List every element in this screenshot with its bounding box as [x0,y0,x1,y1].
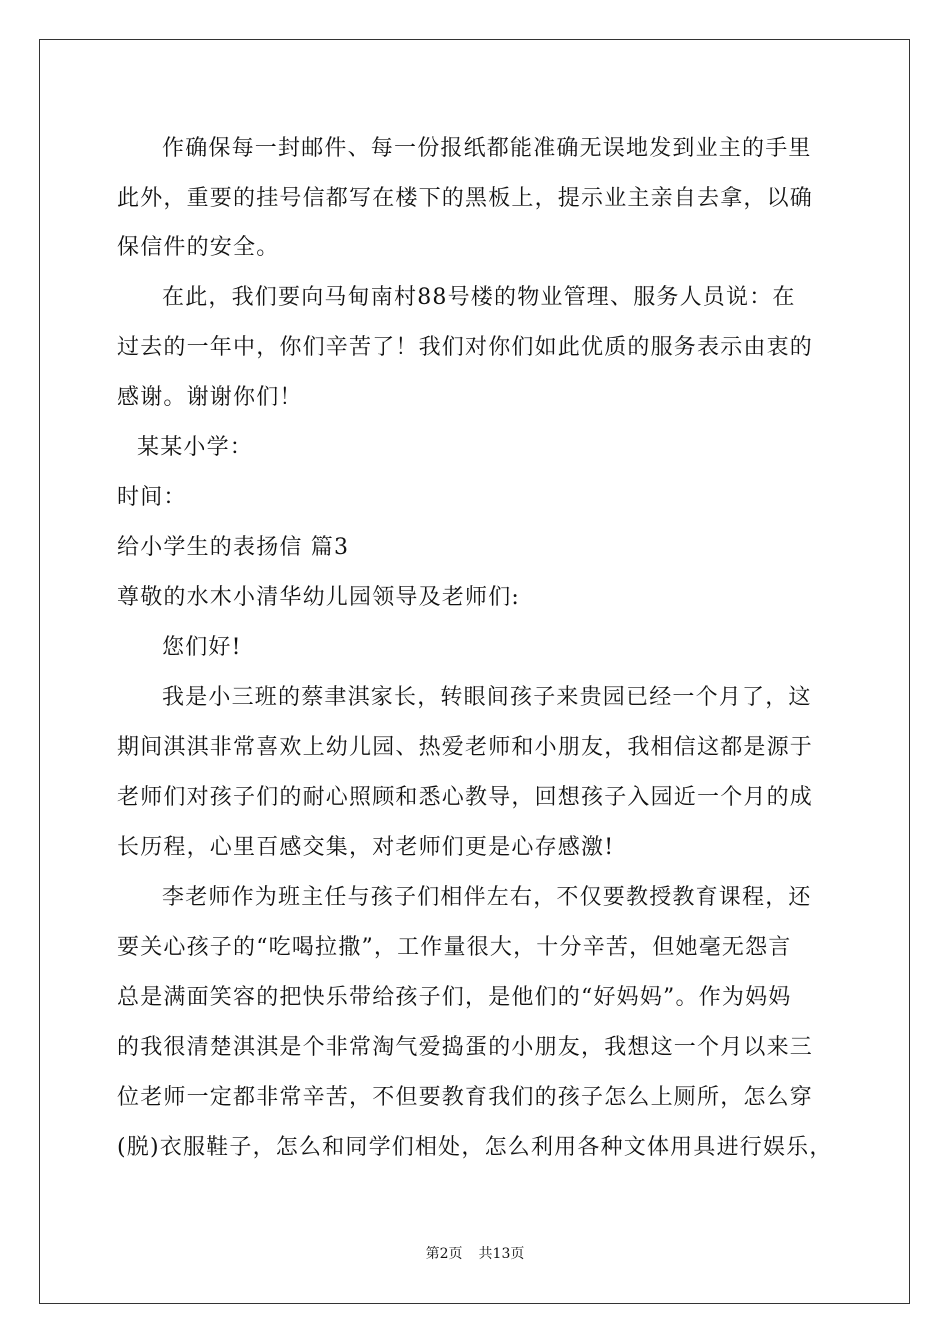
page-border [39,39,910,1304]
text-line: 此外，重要的挂号信都写在楼下的黑板上，提示业主亲自去拿，以确 [117,186,814,211]
text-line: 总是满面笑容的把快乐带给孩子们，是他们的“好妈妈”。作为妈妈 [117,985,792,1010]
text-line: 的我很清楚淇淇是个非常淘气爱捣蛋的小朋友，我想这一个月以来三 [117,1035,814,1060]
page-footer [0,1244,950,1264]
page-number-total: 共13页 [478,1246,525,1262]
text-line: 要关心孩子的“吃喝拉撒”，工作量很大，十分辛苦，但她毫无怨言 [117,935,792,960]
salutation-line: 尊敬的水木小清华幼儿园领导及老师们: [117,585,521,610]
text-line: 期间淇淇非常喜欢上幼儿园、热爱老师和小朋友，我相信这都是源于 [117,735,814,760]
section-heading: 给小学生的表扬信 篇3 [117,535,350,560]
text-line: 在此，我们要向马甸南村88号楼的物业管理、服务人员说：在 [162,285,796,310]
greeting-line: 您们好! [162,635,242,660]
text-line: 长历程，心里百感交集，对老师们更是心存感激! [117,835,615,860]
text-line: 老师们对孩子们的耐心照顾和悉心教导，回想孩子入园近一个月的成 [117,785,814,810]
text-line: 我是小三班的蔡聿淇家长，转眼间孩子来贵园已经一个月了，这 [162,685,812,710]
text-line: 作确保每一封邮件、每一份报纸都能准确无误地发到业主的手里 [162,136,812,161]
page-number-current: 第2页 [425,1246,463,1262]
text-line: 感谢。谢谢你们！ [117,385,303,410]
signature-line: 某某小学： [137,435,254,460]
text-line: 过去的一年中，你们辛苦了！我们对你们如此优质的服务表示由衷的 [117,335,814,360]
text-line: 位老师一定都非常辛苦，不但要教育我们的孩子怎么上厕所，怎么穿 [117,1085,814,1110]
text-line: (脱)衣服鞋子，怎么和同学们相处，怎么利用各种文体用具进行娱乐， [117,1135,833,1160]
text-line: 保信件的安全。 [117,235,280,260]
date-line: 时间： [117,485,187,510]
text-line: 李老师作为班主任与孩子们相伴左右，不仅要教授教育课程，还 [162,885,812,910]
